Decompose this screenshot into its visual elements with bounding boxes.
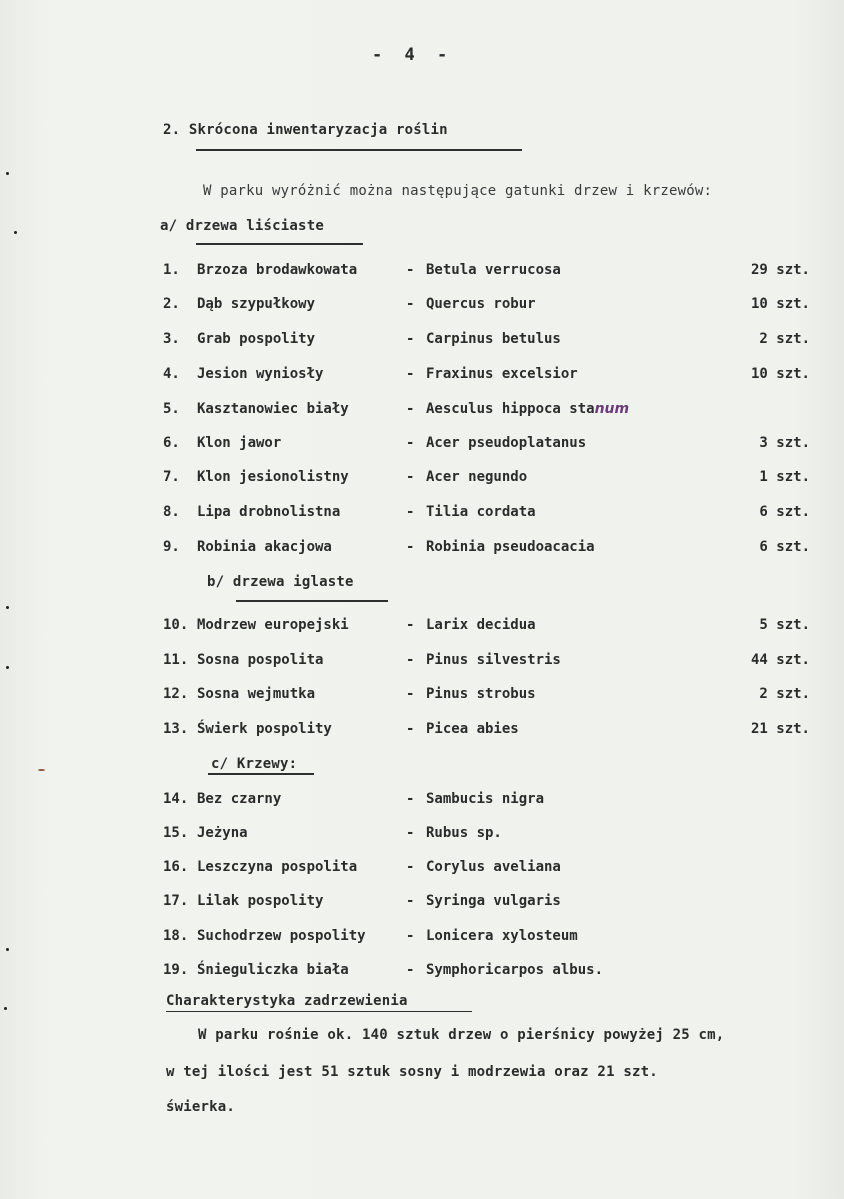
species-number: 11. [163,652,189,668]
handwritten-annotation: num [594,401,630,417]
species-latin-name: Acer pseudoplatanus [426,435,587,451]
species-number: 15. [163,825,189,841]
species-latin-name: Aesculus hippoca stanum [426,401,630,417]
species-number: 5. [163,401,180,417]
group-heading-conifers-underline [236,600,388,602]
species-latin-name: Rubus sp. [426,825,502,841]
species-separator: - [406,401,415,417]
species-count: 6 szt. [759,539,810,555]
species-polish-name: Bez czarny [197,791,282,807]
species-latin-name: Larix decidua [426,617,536,633]
species-row [0,893,844,913]
species-separator: - [406,296,415,312]
species-row [0,652,844,672]
species-number: 4. [163,366,180,382]
species-row [0,686,844,706]
species-separator: - [406,825,415,841]
species-number: 14. [163,791,189,807]
species-number: 17. [163,893,189,909]
species-polish-name: Jeżyna [197,825,248,841]
species-row [0,791,844,811]
species-latin-name: Acer negundo [426,469,528,485]
species-polish-name: Sosna pospolita [197,652,324,668]
species-number: 16. [163,859,189,875]
group-heading-deciduous-underline [196,243,363,245]
group-heading-deciduous: a/ drzewa liściaste [160,218,324,234]
species-latin-name: Pinus strobus [426,686,536,702]
species-row [0,401,844,421]
margin-dot [6,172,9,175]
species-row [0,825,844,845]
species-polish-name: Kasztanowiec biały [197,401,349,417]
species-polish-name: Śnieguliczka biała [197,962,349,978]
species-latin-name: Pinus silvestris [426,652,561,668]
species-separator: - [406,539,415,555]
species-latin-name: Sambucis nigra [426,791,545,807]
species-separator: - [406,791,415,807]
species-number: 19. [163,962,189,978]
species-count: 6 szt. [759,504,810,520]
species-count: 29 szt. [750,262,810,278]
species-polish-name: Klon jawor [197,435,282,451]
characteristics-title: Charakterystyka zadrzewienia [166,993,408,1009]
species-count: 5 szt. [759,617,810,633]
species-row [0,962,844,982]
species-polish-name: Świerk pospolity [197,721,332,737]
group-heading-conifers: b/ drzewa iglaste [207,574,354,590]
species-separator: - [406,617,415,633]
species-latin-name: Betula verrucosa [426,262,561,278]
species-separator: - [406,859,415,875]
species-polish-name: Lilak pospolity [197,893,324,909]
species-row [0,469,844,489]
species-latin-name: Fraxinus excelsior [426,366,578,382]
species-latin-name: Quercus robur [426,296,536,312]
species-number: 3. [163,331,180,347]
section-title: 2. Skrócona inwentaryzacja roślin [163,122,448,138]
species-number: 2. [163,296,180,312]
species-row [0,331,844,351]
group-heading-shrubs-underline [208,773,314,775]
species-count: 1 szt. [759,469,810,485]
species-polish-name: Dąb szypułkowy [197,296,316,312]
species-separator: - [406,262,415,278]
species-row [0,617,844,637]
species-row [0,296,844,316]
species-separator: - [406,366,415,382]
species-polish-name: Modrzew europejski [197,617,349,633]
species-count: 2 szt. [759,686,810,702]
margin-mark [38,769,45,771]
species-latin-name: Tilia cordata [426,504,536,520]
species-count: 21 szt. [750,721,810,737]
margin-dot [6,606,9,609]
section-title-underline [196,149,522,151]
characteristics-title-underline [166,1011,472,1012]
species-number: 12. [163,686,189,702]
species-row [0,504,844,524]
species-separator: - [406,928,415,944]
species-number: 1. [163,262,180,278]
species-latin-name: Lonicera xylosteum [426,928,578,944]
species-number: 10. [163,617,189,633]
species-separator: - [406,331,415,347]
species-number: 9. [163,539,180,555]
paragraph-line-3: świerka. [166,1099,236,1115]
margin-dot [14,231,17,234]
species-polish-name: Sosna wejmutka [197,686,316,702]
species-polish-name: Robinia akacjowa [197,539,332,555]
species-row [0,435,844,455]
species-separator: - [406,962,415,978]
species-polish-name: Brzoza brodawkowata [197,262,358,278]
species-latin-name: Robinia pseudoacacia [426,539,595,555]
species-polish-name: Lipa drobnolistna [197,504,341,520]
species-count: 10 szt. [750,296,810,312]
species-separator: - [406,721,415,737]
species-separator: - [406,686,415,702]
species-latin-name: Syringa vulgaris [426,893,561,909]
paragraph-line-2: w tej ilości jest 51 sztuk sosny i modrzewia oraz 21 szt. [166,1064,658,1080]
margin-dot [6,948,9,951]
species-number: 6. [163,435,180,451]
species-latin-name: Picea abies [426,721,519,737]
species-row [0,859,844,879]
species-separator: - [406,652,415,668]
species-row [0,262,844,282]
species-latin-name: Corylus aveliana [426,859,561,875]
species-separator: - [406,469,415,485]
species-latin-name: Carpinus betulus [426,331,561,347]
species-count: 3 szt. [759,435,810,451]
species-number: 8. [163,504,180,520]
species-number: 7. [163,469,180,485]
species-row [0,721,844,741]
species-polish-name: Leszczyna pospolita [197,859,358,875]
species-row [0,928,844,948]
species-count: 2 szt. [759,331,810,347]
species-number: 18. [163,928,189,944]
species-separator: - [406,435,415,451]
species-polish-name: Suchodrzew pospolity [197,928,366,944]
species-number: 13. [163,721,189,737]
species-polish-name: Klon jesionolistny [197,469,349,485]
page-number: - 4 - [372,45,454,65]
species-separator: - [406,893,415,909]
species-polish-name: Grab pospolity [197,331,316,347]
species-polish-name: Jesion wyniosły [197,366,324,382]
species-count: 44 szt. [750,652,810,668]
paragraph-line-1: W parku rośnie ok. 140 sztuk drzew o pierśnicy powyżej 25 cm, [198,1027,725,1043]
intro-text: W parku wyróżnić można następujące gatunki drzew i krzewów: [203,183,713,199]
margin-dot [4,1007,7,1010]
species-row [0,539,844,559]
species-count: 10 szt. [750,366,810,382]
margin-dot [6,666,9,669]
group-heading-shrubs: c/ Krzewy: [211,756,298,772]
species-separator: - [406,504,415,520]
species-latin-name: Symphoricarpos albus. [426,962,604,978]
species-row [0,366,844,386]
